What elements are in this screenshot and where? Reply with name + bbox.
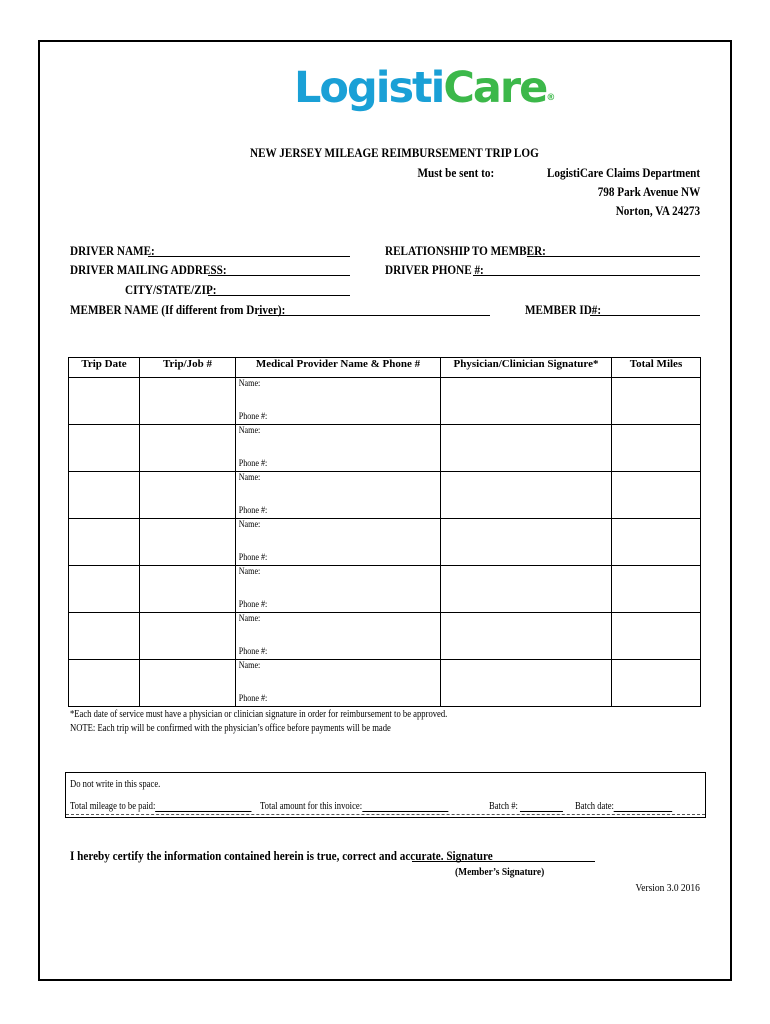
- trip-job-cell[interactable]: [140, 519, 236, 566]
- provider-name-label: Name:: [238, 613, 261, 623]
- provider-name-label: Name:: [238, 660, 261, 670]
- trip-log-table: [68, 357, 701, 707]
- office-use-heading: Do not write in this space.: [70, 779, 161, 790]
- relationship-label: RELATIONSHIP TO MEMBER:: [385, 243, 546, 258]
- table-row: [69, 613, 701, 660]
- member-id-label: MEMBER ID#:: [525, 302, 602, 317]
- trip-job-cell[interactable]: [140, 378, 236, 425]
- trip-job-cell[interactable]: [140, 472, 236, 519]
- physician-signature-cell[interactable]: [441, 566, 612, 613]
- driver-phone-label: DRIVER PHONE #:: [385, 262, 484, 277]
- driver-phone-field[interactable]: [473, 275, 700, 276]
- table-row: [69, 660, 701, 707]
- provider-phone-label: Phone #:: [238, 411, 268, 421]
- provider-cell[interactable]: [236, 378, 441, 425]
- confirmation-note: NOTE: Each trip will be confirmed with the physician’s office before payments will be made: [70, 723, 391, 734]
- total-miles-cell[interactable]: [612, 566, 701, 613]
- trip-date-cell[interactable]: [69, 613, 140, 660]
- provider-cell[interactable]: [236, 472, 441, 519]
- provider-phone-label: Phone #:: [238, 505, 268, 515]
- physician-signature-cell[interactable]: [441, 378, 612, 425]
- provider-cell[interactable]: [236, 566, 441, 613]
- table-row: [69, 566, 701, 613]
- trip-date-cell[interactable]: [69, 378, 140, 425]
- header-signature: Physician/Clinician Signature*: [441, 358, 612, 378]
- batch-number-field[interactable]: [489, 801, 563, 812]
- trip-job-cell[interactable]: [140, 425, 236, 472]
- table-row: [69, 519, 701, 566]
- provider-name-label: Name:: [238, 378, 261, 388]
- provider-name-label: Name:: [238, 425, 261, 435]
- provider-cell[interactable]: [236, 425, 441, 472]
- batch-date-label: Batch date:: [575, 801, 614, 812]
- batch-date-field[interactable]: [575, 801, 672, 812]
- send-to-line1: LogistiCare Claims Department: [546, 165, 700, 180]
- total-miles-cell[interactable]: [612, 472, 701, 519]
- member-name-label: MEMBER NAME (If different from Driver):: [70, 302, 286, 317]
- office-use-box: [65, 772, 706, 818]
- certification-statement: I hereby certify the information contained herein is true, correct and accurate. Signature: [70, 848, 493, 863]
- header-trip-date: Trip Date: [69, 358, 140, 378]
- driver-name-label: DRIVER NAME:: [70, 243, 155, 258]
- logo-part-care: Care: [443, 63, 547, 113]
- table-header-row: [69, 358, 701, 378]
- physician-signature-cell[interactable]: [441, 660, 612, 707]
- logo-part-logisti: Logisti: [294, 63, 444, 113]
- total-mileage-label: Total mileage to be paid:: [70, 801, 156, 812]
- provider-name-label: Name:: [238, 566, 261, 576]
- logo-registered-mark: ®: [546, 93, 556, 103]
- signature-requirement-note: *Each date of service must have a physician or clinician signature in order for reimbursement to be approved.: [70, 709, 448, 720]
- member-signature-caption: (Member’s Signature): [455, 866, 545, 878]
- logisticare-logo: [294, 58, 556, 122]
- table-row: [69, 425, 701, 472]
- header-total-miles: Total Miles: [612, 358, 701, 378]
- trip-date-cell[interactable]: [69, 566, 140, 613]
- provider-phone-label: Phone #:: [238, 599, 268, 609]
- total-miles-cell[interactable]: [612, 425, 701, 472]
- total-mileage-field[interactable]: [70, 801, 252, 812]
- trip-job-cell[interactable]: [140, 566, 236, 613]
- total-amount-label: Total amount for this invoice:: [260, 801, 363, 812]
- batch-number-label: Batch #:: [489, 801, 518, 812]
- mailing-address-field[interactable]: [208, 275, 350, 276]
- physician-signature-cell[interactable]: [441, 425, 612, 472]
- provider-cell[interactable]: [236, 519, 441, 566]
- provider-name-label: Name:: [238, 519, 261, 529]
- send-to-label: Must be sent to:: [417, 165, 494, 180]
- trip-job-cell[interactable]: [140, 660, 236, 707]
- total-miles-cell[interactable]: [612, 378, 701, 425]
- header-trip-job: Trip/Job #: [140, 358, 236, 378]
- physician-signature-cell[interactable]: [441, 613, 612, 660]
- member-signature-field[interactable]: [412, 861, 595, 862]
- physician-signature-cell[interactable]: [441, 519, 612, 566]
- send-to-line2: 798 Park Avenue NW: [597, 184, 700, 199]
- trip-date-cell[interactable]: [69, 519, 140, 566]
- total-miles-cell[interactable]: [612, 613, 701, 660]
- version-label: Version 3.0 2016: [635, 882, 700, 894]
- trip-date-cell[interactable]: [69, 425, 140, 472]
- provider-phone-label: Phone #:: [238, 646, 268, 656]
- physician-signature-cell[interactable]: [441, 472, 612, 519]
- table-row: [69, 378, 701, 425]
- relationship-field[interactable]: [527, 256, 700, 257]
- city-state-zip-label: CITY/STATE/ZIP:: [125, 282, 217, 297]
- provider-phone-label: Phone #:: [238, 552, 268, 562]
- trip-date-cell[interactable]: [69, 660, 140, 707]
- total-amount-field[interactable]: [260, 801, 448, 812]
- driver-name-field[interactable]: [148, 256, 350, 257]
- total-miles-cell[interactable]: [612, 660, 701, 707]
- total-miles-cell[interactable]: [612, 519, 701, 566]
- member-id-field[interactable]: [590, 315, 700, 316]
- city-state-zip-field[interactable]: [208, 295, 350, 296]
- send-to-line3: Norton, VA 24273: [615, 203, 700, 218]
- provider-phone-label: Phone #:: [238, 693, 268, 703]
- table-row: [69, 472, 701, 519]
- member-name-field[interactable]: [258, 315, 490, 316]
- provider-name-label: Name:: [238, 472, 261, 482]
- trip-job-cell[interactable]: [140, 613, 236, 660]
- mailing-address-label: DRIVER MAILING ADDRESS:: [70, 262, 227, 277]
- provider-phone-label: Phone #:: [238, 458, 268, 468]
- header-provider: Medical Provider Name & Phone #: [236, 358, 441, 378]
- trip-date-cell[interactable]: [69, 472, 140, 519]
- provider-cell[interactable]: [236, 660, 441, 707]
- office-box-dashed-rule: [66, 814, 705, 815]
- form-title: NEW JERSEY MILEAGE REIMBURSEMENT TRIP LOG: [250, 145, 539, 160]
- provider-cell[interactable]: [236, 613, 441, 660]
